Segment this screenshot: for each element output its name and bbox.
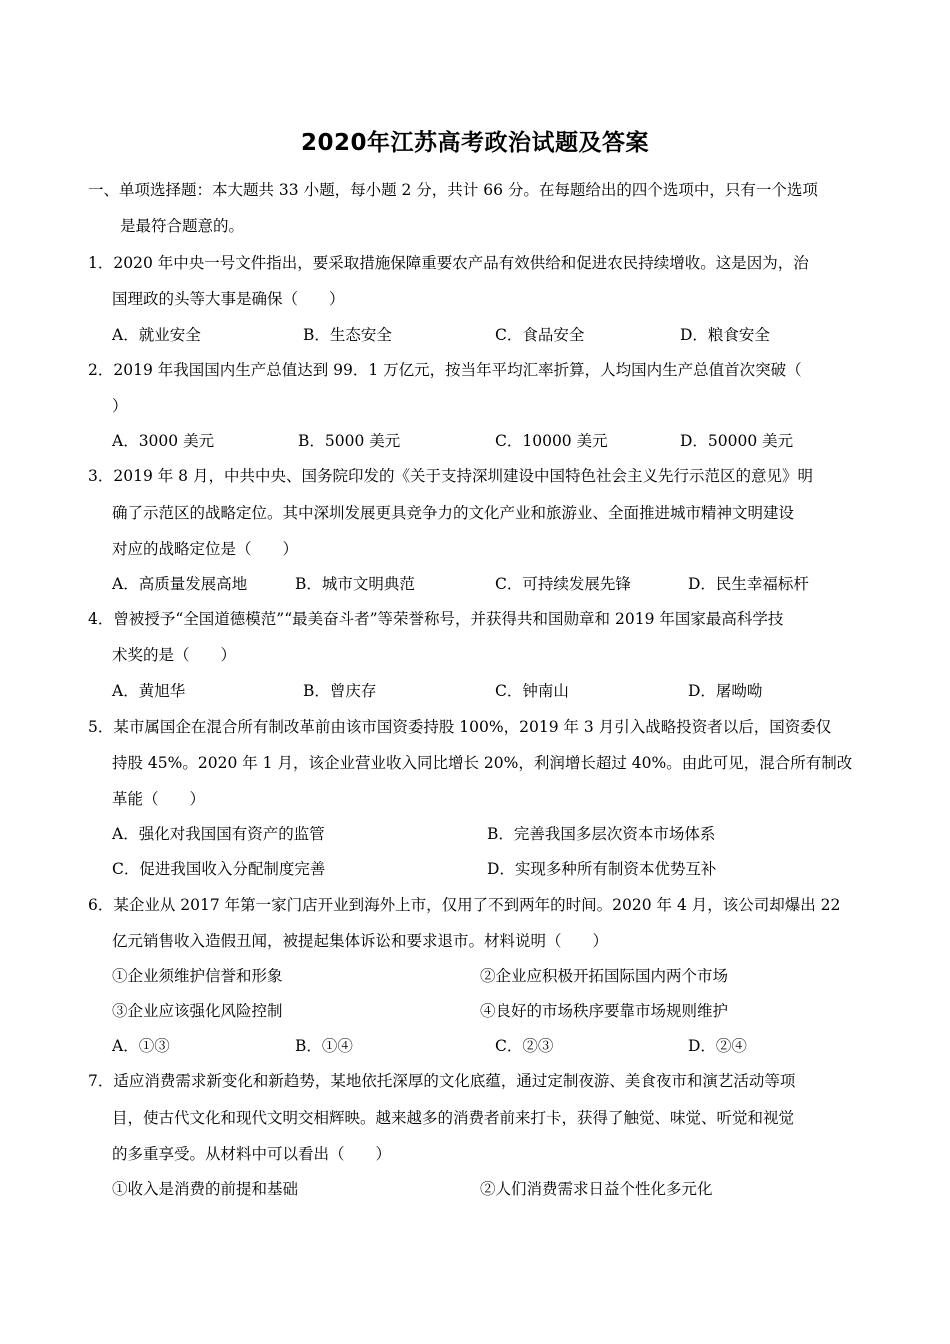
question-6-option-a: A．①③ (112, 1037, 170, 1055)
question-2-line-2: ） (112, 397, 128, 415)
question-1-option-d: D．粮食安全 (680, 326, 770, 344)
question-5-line-3: 革能（ ） (112, 790, 206, 808)
question-5-line-2: 持股 45%。2020 年 1 月，该企业营业收入同比增长 20%，利润增长超过 40%。由此可见，混合所有制改 (112, 754, 853, 772)
question-3-line-1: 3．2019 年 8 月，中共中央、国务院印发的《关于支持深圳建设中国特色社会主义先行示范区的意见》明 (88, 467, 813, 485)
question-5-option-b: B．完善我国多层次资本市场体系 (487, 825, 716, 843)
question-1-option-b: B．生态安全 (303, 326, 392, 344)
question-7-statement-1: ①收入是消费的前提和基础 (112, 1180, 299, 1198)
question-2-option-c: C．10000 美元 (495, 432, 608, 450)
question-6-statement-2: ②企业应积极开拓国际国内两个市场 (480, 967, 729, 985)
section-heading-line-2: 是最符合题意的。 (120, 217, 245, 235)
question-6-line-2: 亿元销售收入造假丑闻，被提起集体诉讼和要求退市。材料说明（ ） (112, 932, 609, 950)
question-5-option-d: D．实现多种所有制资本优势互补 (487, 860, 717, 878)
question-6-statement-3: ③企业应该强化风险控制 (112, 1002, 283, 1020)
question-4-line-1: 4．曾被授予“全国道德模范”“最美奋斗者”等荣誉称号，并获得共和国勋章和 2019 年国家最高科学技 (88, 610, 784, 628)
question-2-option-b: B．5000 美元 (298, 432, 401, 450)
question-1-option-a: A．就业安全 (112, 326, 201, 344)
question-3-line-3: 对应的战略定位是（ ） (112, 540, 299, 558)
question-1-line-2: 国理政的头等大事是确保（ ） (112, 290, 345, 308)
question-4-option-b: B．曾庆存 (303, 682, 377, 700)
question-3-option-a: A．高质量发展高地 (112, 575, 248, 593)
question-7-line-2: 目，使古代文化和现代文明交相辉映。越来越多的消费者前来打卡，获得了触觉、味觉、听觉和视觉 (112, 1109, 795, 1127)
question-1-line-1: 1．2020 年中央一号文件指出，要采取措施保障重要农产品有效供给和促进农民持续增收。这是因为，治 (88, 254, 809, 272)
question-4-option-d: D．屠呦呦 (688, 682, 763, 700)
question-4-line-2: 术奖的是（ ） (112, 646, 237, 664)
question-2-line-1: 2．2019 年我国国内生产总值达到 99．1 万亿元，按当年平均汇率折算，人均国内生产总值首次突破（ (88, 361, 802, 379)
question-6-option-b: B．①④ (295, 1037, 353, 1055)
question-3-option-c: C．可持续发展先锋 (495, 575, 631, 593)
question-5-line-1: 5．某市属国企在混合所有制改革前由该市国资委持股 100%，2019 年 3 月引入战略投资者以后，国资委仅 (88, 718, 832, 736)
question-7-line-3: 的多重享受。从材料中可以看出（ ） (112, 1145, 392, 1163)
question-6-option-c: C．②③ (495, 1037, 554, 1055)
question-3-option-b: B．城市文明典范 (295, 575, 415, 593)
section-heading-line-1: 一、单项选择题：本大题共 33 小题，每小题 2 分，共计 66 分。在每题给出的四个选项中，只有一个选项 (88, 181, 818, 199)
question-3-option-d: D．民生幸福标杆 (688, 575, 809, 593)
question-1-option-c: C．食品安全 (495, 326, 585, 344)
question-6-line-1: 6．某企业从 2017 年第一家门店开业到海外上市，仅用了不到两年的时间。2020 年 4 月，该公司却爆出 22 (88, 896, 841, 914)
question-4-option-a: A．黄旭华 (112, 682, 186, 700)
question-4-option-c: C．钟南山 (495, 682, 569, 700)
question-2-option-a: A．3000 美元 (112, 432, 215, 450)
question-6-statement-1: ①企业须维护信誉和形象 (112, 967, 283, 985)
document-title: 2020年江苏高考政治试题及答案 (300, 130, 649, 156)
question-7-statement-2: ②人们消费需求日益个性化多元化 (480, 1180, 713, 1198)
question-7-line-1: 7．适应消费需求新变化和新趋势，某地依托深厚的文化底蕴，通过定制夜游、美食夜市和演艺活动等项 (88, 1072, 796, 1090)
question-6-option-d: D．②④ (688, 1037, 747, 1055)
question-3-line-2: 确了示范区的战略定位。其中深圳发展更具竞争力的文化产业和旅游业、全面推进城市精神文明建设 (112, 504, 795, 522)
question-5-option-c: C．促进我国收入分配制度完善 (112, 860, 326, 878)
question-5-option-a: A．强化对我国国有资产的监管 (112, 825, 325, 843)
question-6-statement-4: ④良好的市场秩序要靠市场规则维护 (480, 1002, 729, 1020)
question-2-option-d: D．50000 美元 (680, 432, 794, 450)
